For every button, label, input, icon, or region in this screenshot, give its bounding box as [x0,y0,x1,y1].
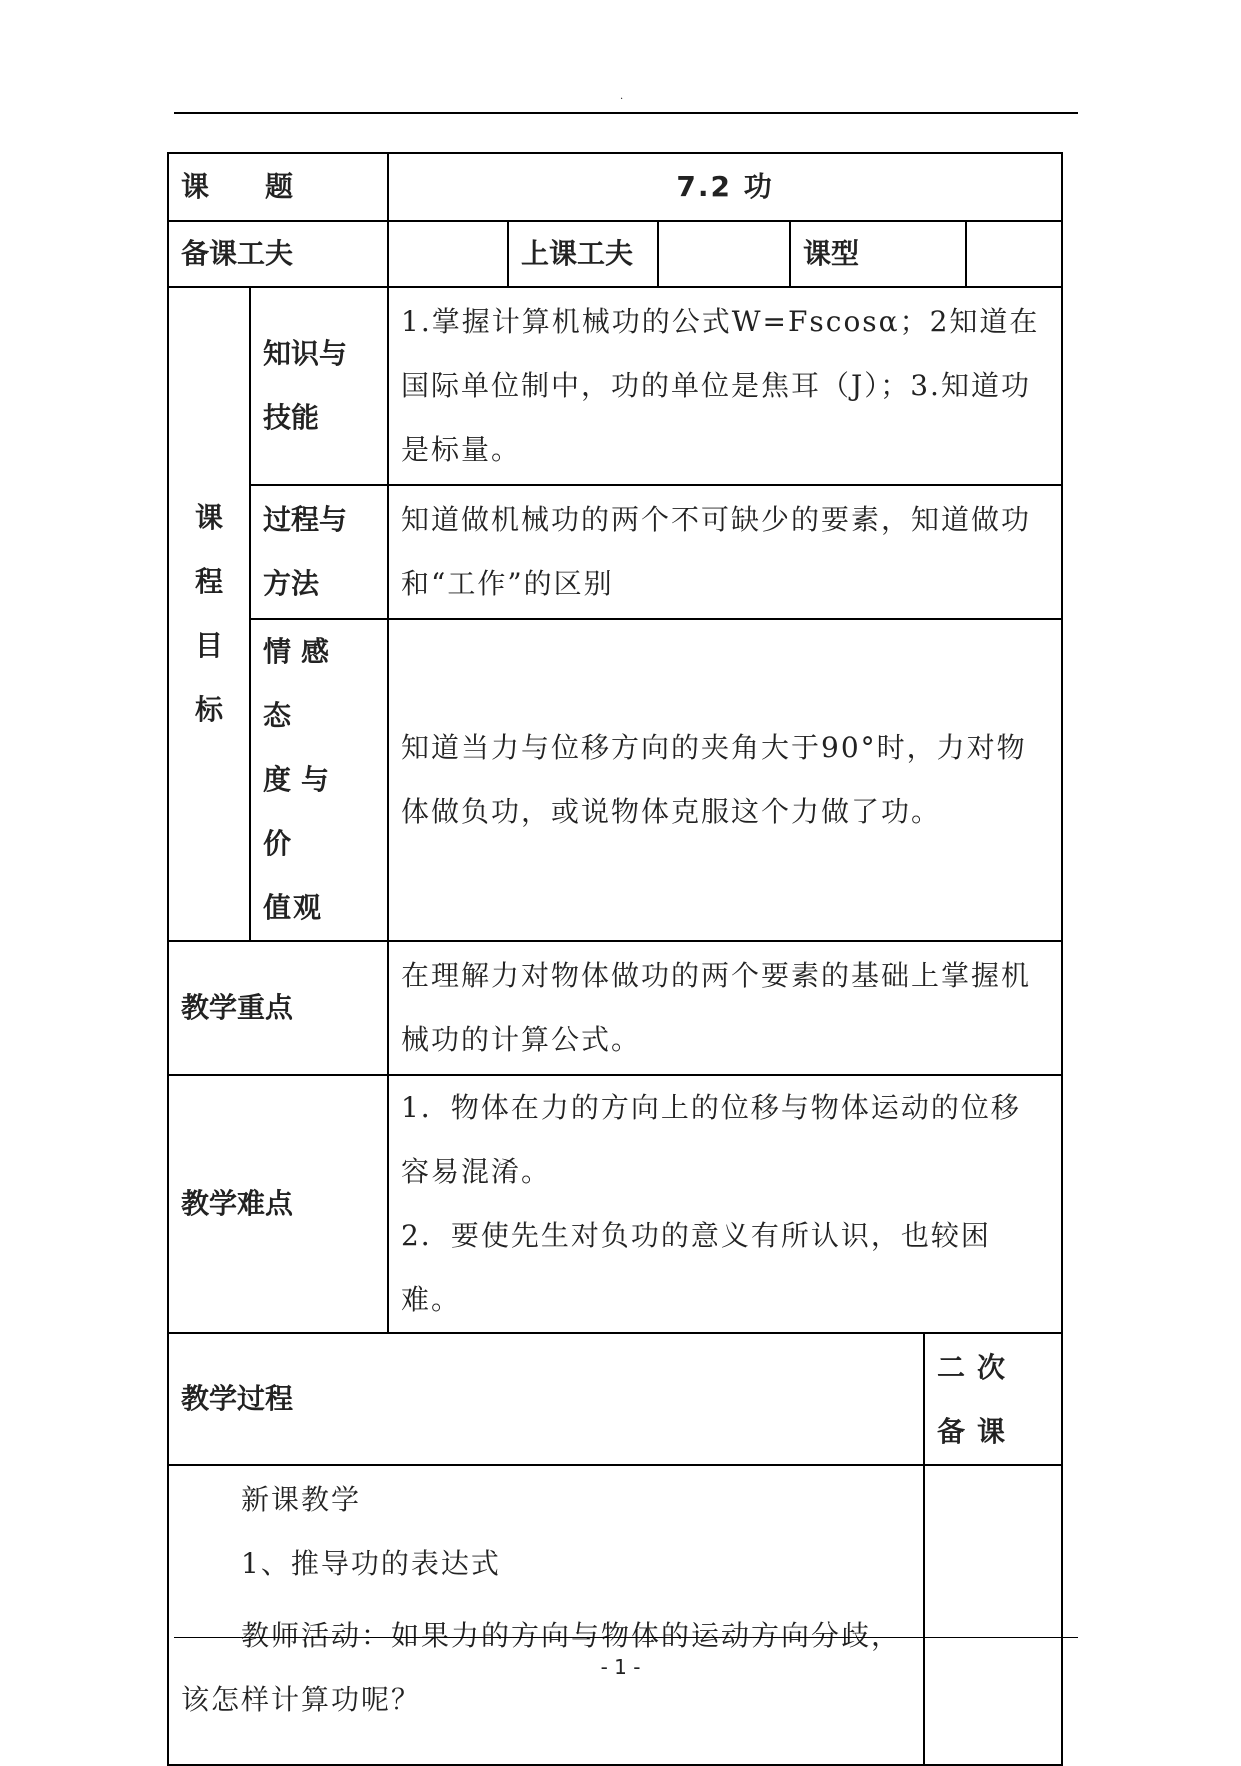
topic-value: 7.2 功 [388,153,1062,221]
class-time-label: 上课工夫 [508,221,658,287]
goal-attitude-text: 知道当力与位移方向的夹角大于90°时，力对物体做负功，或说物体克服这个力做了功。 [388,619,1062,941]
header-rule [174,112,1078,114]
goal-knowledge-text: 1.掌握计算机械功的公式W=Fscosα；2知道在国际单位制中，功的单位是焦耳（J）；3.知道功是标量。 [388,287,1062,485]
prep-time-value [388,221,508,287]
footer-rule [174,1637,1078,1638]
difficulty-line-1: 1．物体在力的方向上的位移与物体运动的位移容易混淆。 [401,1091,1021,1188]
process-line-2: 1、推导功的表达式 [241,1547,501,1580]
goal-process-label: 过程与 方法 [250,485,388,619]
goal-process-text: 知道做机械功的两个不可缺少的要素，知道做功和“工作”的区别 [388,485,1062,619]
process-line-3: 教师活动：如果力的方向与物体的运动方向分歧，该怎样计算功呢？ [181,1619,902,1716]
page-number: - 1 - [600,1655,641,1679]
difficulties-text [388,1075,1062,1333]
prep-time-label: 备课工夫 [168,221,388,287]
class-time-value [658,221,790,287]
difficulty-line-2: 2．要使先生对负功的意义有所认识，也较困难。 [401,1219,991,1316]
goal-knowledge-label: 知识与 技能 [250,287,388,485]
second-prep-body [924,1465,1062,1765]
process-line-1: 新课教学 [241,1483,362,1516]
key-points-label: 教学重点 [168,941,388,1075]
second-prep-label: 二次备课 [924,1333,1062,1465]
lesson-plan-table [167,152,1063,1766]
class-type-label: 课型 [790,221,966,287]
header-dot: . [620,91,624,102]
goals-label: 课 程 目 标 [168,287,250,941]
class-type-value [966,221,1062,287]
key-points-text: 在理解力对物体做功的两个要素的基础上掌握机械功的计算公式。 [388,941,1062,1075]
difficulties-label: 教学难点 [168,1075,388,1333]
process-label: 教学过程 [168,1333,924,1465]
process-body [168,1465,924,1765]
goal-attitude-label: 情感态 度与价 值观 [250,619,388,941]
topic-label: 课 题 [168,153,388,221]
